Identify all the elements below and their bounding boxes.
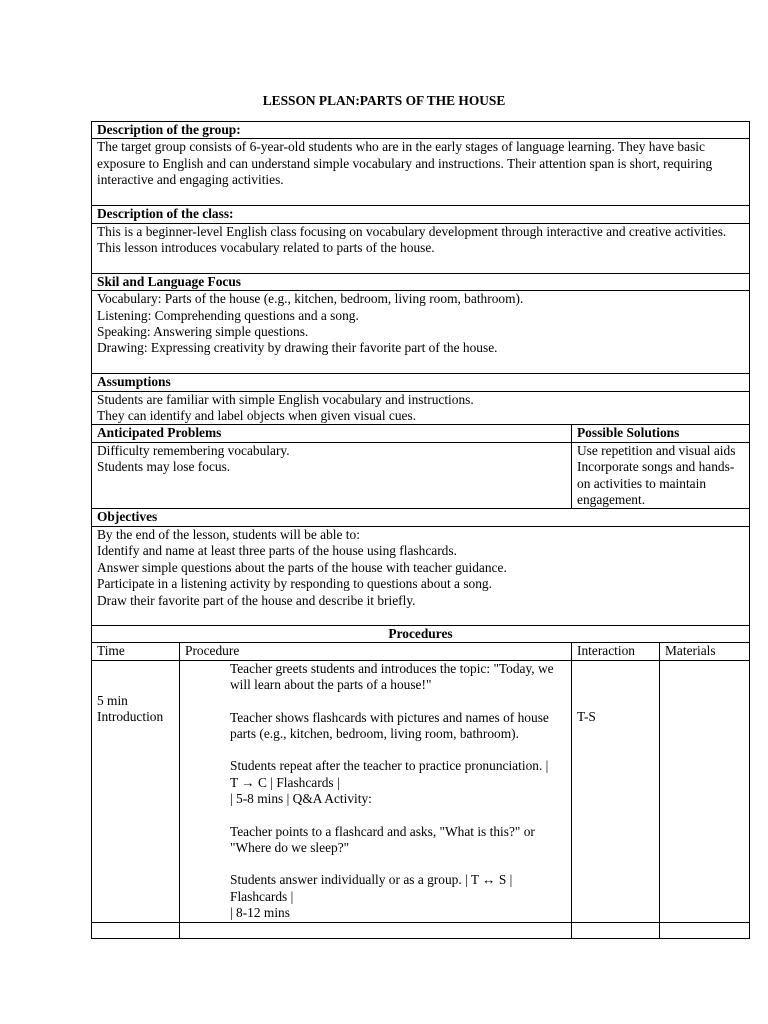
skill-item: Listening: Comprehending questions and a song. [97, 307, 359, 323]
objective-item: Participate in a listening activity by responding to questions about a song. [97, 576, 492, 592]
objective-item: By the end of the lesson, students will be able to: [97, 526, 360, 542]
procedures-heading: Procedures [92, 625, 750, 642]
assumptions-text-row [92, 391, 750, 425]
procedure-cell [180, 660, 572, 922]
procedure-step: | 5-8 mins | Q&A Activity: [230, 791, 372, 807]
skills-heading: Skil and Language Focus [92, 273, 750, 290]
group-text: The target group consists of 6-year-old students who are in the early stages of language learning. They have basic exposure to English and can understand simple vocabulary and instructions. Their attention span is short, requiring interactive and engaging activities. [92, 139, 750, 206]
problem-item: Difficulty remembering vocabulary. [97, 442, 290, 458]
objective-item: Answer simple questions about the parts of the house with teacher guidance. [97, 559, 507, 575]
class-text: This is a beginner-level English class focusing on vocabulary development through interactive and creative activities. This lesson introduces vocabulary related to parts of the house. [92, 223, 750, 273]
group-heading: Description of the group: [92, 122, 750, 139]
document-title: LESSON PLAN:PARTS OF THE HOUSE [262, 93, 506, 108]
procedure-step: Students answer individually or as a group. | T ↔ S | [230, 872, 513, 888]
objectives-text-row [92, 526, 750, 625]
objectives-list [92, 526, 750, 625]
procedure-step: Teacher points to a flashcard and asks, "What is this?" or "Where do we sleep?" [230, 823, 535, 855]
assumption-item: Students are familiar with simple English vocabulary and instructions. [97, 391, 474, 407]
procedure-step: Students repeat after the teacher to practice pronunciation. | [230, 758, 549, 774]
skill-item: Vocabulary: Parts of the house (e.g., kitchen, bedroom, living room, bathroom). [97, 291, 524, 307]
column-header-time: Time [92, 643, 180, 660]
skill-item: Speaking: Answering simple questions. [97, 324, 309, 340]
problems-list [92, 442, 572, 509]
column-header-materials: Materials [660, 643, 750, 660]
assumptions-heading: Assumptions [92, 374, 750, 391]
empty-cell [572, 922, 660, 938]
time-duration: 5 min [97, 692, 128, 708]
lesson-plan-table [91, 121, 750, 939]
procedure-step: Teacher greets students and introduces the topic: "Today, we will learn about the parts of a house!" [230, 660, 554, 693]
assumptions-list [92, 391, 750, 425]
problem-item: Students may lose focus. [97, 459, 231, 475]
empty-cell [92, 922, 180, 938]
problems-heading-row [92, 425, 750, 442]
interaction-cell [572, 660, 660, 922]
procedure-step: Teacher shows flashcards with pictures and names of house parts (e.g., kitchen, bedroom, living room, bathroom). [230, 709, 549, 741]
skill-item: Drawing: Expressing creativity by drawing their favorite part of the house. [97, 340, 498, 356]
class-text-row [92, 223, 750, 273]
class-heading: Description of the class: [92, 206, 750, 223]
objectives-heading-row [92, 509, 750, 526]
problems-heading: Anticipated Problems [92, 425, 572, 442]
skills-list [92, 291, 750, 374]
procedure-step: Flashcards | [230, 888, 294, 904]
solution-item: Incorporate songs and hands-on activities to maintain engagement. [577, 459, 735, 508]
problems-text-row [92, 442, 750, 509]
column-header-interaction: Interaction [572, 643, 660, 660]
procedure-step: | 8-12 mins [230, 905, 290, 921]
objective-item: Draw their favorite part of the house and describe it briefly. [97, 592, 416, 608]
time-cell [92, 660, 180, 922]
empty-cell [660, 922, 750, 938]
procedures-heading-row [92, 625, 750, 642]
time-stage: Introduction [97, 709, 164, 725]
procedures-column-header-row [92, 643, 750, 660]
procedure-row-empty [92, 922, 750, 938]
group-text-row [92, 139, 750, 206]
procedure-step: T → C | Flashcards | [230, 774, 340, 790]
empty-cell [180, 922, 572, 938]
assumption-item: They can identify and label objects when given visual cues. [97, 408, 417, 424]
solution-item: Use repetition and visual aids [577, 442, 736, 458]
materials-cell [660, 660, 750, 922]
class-heading-row [92, 206, 750, 223]
objective-item: Identify and name at least three parts of the house using flashcards. [97, 543, 457, 559]
interaction-value: T-S [577, 708, 596, 724]
procedure-row-introduction [92, 660, 750, 922]
skills-heading-row [92, 273, 750, 290]
solutions-heading: Possible Solutions [572, 425, 750, 442]
objectives-heading: Objectives [92, 509, 750, 526]
column-header-procedure: Procedure [180, 643, 572, 660]
solutions-list [572, 442, 750, 509]
group-heading-row [92, 122, 750, 139]
assumptions-heading-row [92, 374, 750, 391]
skills-text-row [92, 291, 750, 374]
